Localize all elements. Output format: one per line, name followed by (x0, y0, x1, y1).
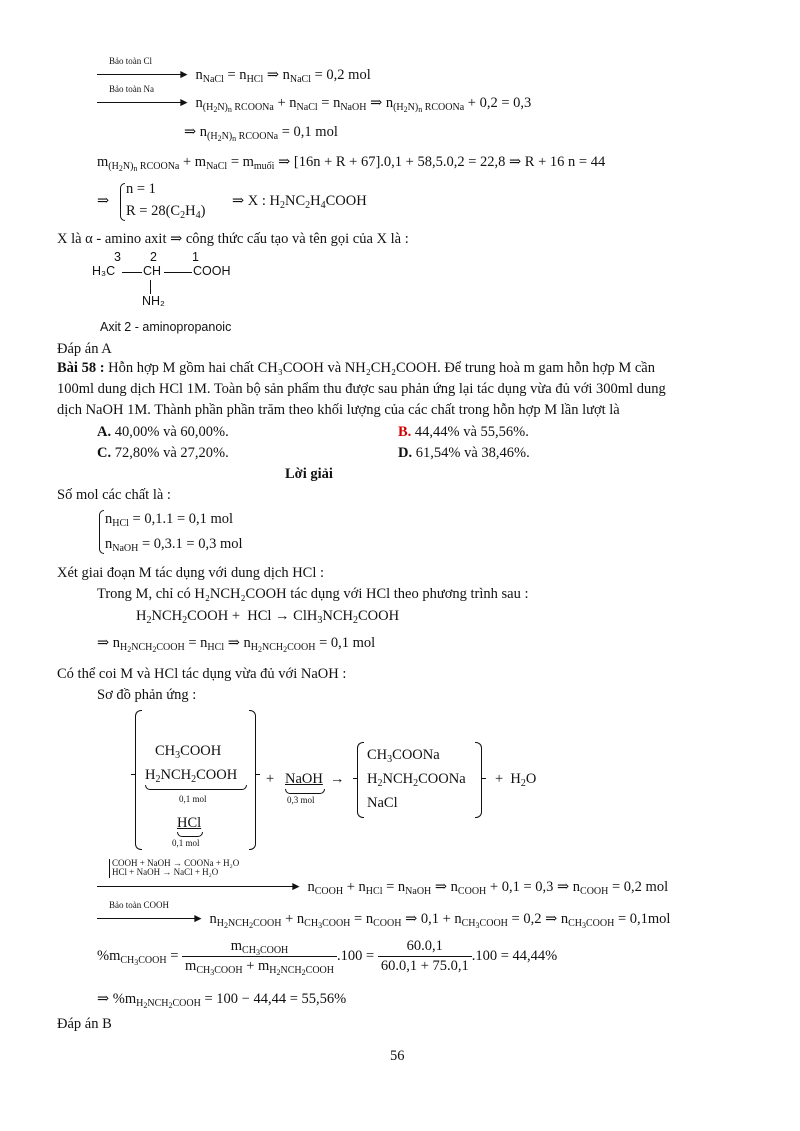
eq-percent-glycine: ⇒ $\%m_{H_2NCH_2COOH} = 100 - 44,44 = 55,56\%$ (97, 991, 347, 1010)
structure-formula: 3 2 1 H₃C CH COOH NH₂ (92, 250, 231, 308)
reactant-acetic-acid: $CH_3COOH$ (155, 743, 222, 761)
eq-percent-acetic: $\%m_{CH_3COOH}$ = $\frac{m_{CH_3COOH}}{m_{CH_3COOH} + m_{H_2NCH_2COOH}}$ .100 = $\frac{60.0,1}{60.0,1 + 75.0,1}$ .100 = 44,44% (97, 938, 558, 978)
product-water: + $H_2O$ (495, 771, 537, 789)
option-c[interactable]: C. 72,80% và 27,20%. (97, 445, 229, 461)
stage-hcl-detail: Trong M, chỉ có H₂NCH₂COOH tác dụng với HCl theo phương trình sau : (97, 586, 529, 602)
eq-n-hcl: $n_{HCl} = 0,1.1 = 0,1$ mol (105, 511, 234, 529)
problem-line-2: 100ml dung dịch HCl 1M. Toàn bộ sản phẩm thu được sau phản ứng lại tác dụng vừa đủ với 300ml dung (57, 381, 666, 397)
eq-glycine-hcl: $H_2NCH_2COOH$ + HCl → $ClH_3NCH_2COOH$ (136, 608, 400, 626)
reactant-glycine: $H_2NCH_2COOH$ (145, 767, 238, 785)
eq-amino-salt-mol: ⇒ $n_{(H_2N)_n RCOONa} = 0,1$ mol (184, 124, 338, 143)
scheme-label: Sơ đồ phản ứng : (97, 687, 197, 703)
eq-glycine-mol: ⇒ $n_{H_2NCH_2COOH} = n_{HCl}$ ⇒ $n_{H_2NCH_2COOH} = 0,1$ mol (97, 635, 376, 654)
arrow-conservation-cl: Bảo toàn Cl ► (97, 68, 190, 84)
product-sodium-acetate: $CH_3COONa$ (367, 747, 440, 765)
arrow-neutralization: COOH + NaOH → COONa + H₂O HCl + NaOH → NaCl + H₂O ► (97, 880, 302, 896)
product-sodium-glycinate: $H_2NCH_2COONa$ (367, 771, 466, 789)
eq-cooh-total: COOH + NaOH → COONa + H₂O HCl + NaOH → NaCl + H₂O ► $n_{COOH} + n_{HCl} = n_{NaOH}$ ⇒ $n_{COOH} + 0,1 = 0,3$ ⇒ $n_{COOH} = 0,2$ mol (97, 880, 668, 896)
eq-n-naoh: $n_{NaOH} = 0,3.1 = 0,3$ mol (105, 536, 243, 554)
implies-sign: ⇒ (97, 193, 110, 209)
ch-group: CH (143, 264, 162, 278)
eq-na-conservation: Bảo toàn Na ► $n_{(H_2N)_n RCOONa} + n_{NaCl} = n_{NaOH}$ ⇒ $n_{(H_2N)_n RCOONa} + 0,2 = 0,3$ (97, 96, 531, 112)
reaction-scheme (135, 708, 555, 853)
mol-intro: Số mol các chất là : (57, 487, 171, 503)
arrow-conservation-cooh: Bảo toàn COOH ► (97, 912, 204, 928)
product-nacl: NaCl (367, 795, 398, 811)
stage-hcl: Xét giai đoạn M tác dụng với dung dịch HCl : (57, 565, 325, 581)
option-d[interactable]: D. 61,54% và 38,46%. (398, 445, 530, 461)
option-b[interactable]: B. 44,44% và 55,56%. (398, 424, 529, 440)
hcl-mol: 0,1 mol (172, 838, 200, 848)
problem-line-1: Bài 58 : Hỗn hợp M gồm hai chất CH₃COOH và NH₂CH₂COOH. Để trung hoà m gam hỗn hợp M cần (57, 360, 655, 376)
assume-line: Có thể coi M và HCl tác dụng vừa đủ với NaOH : (57, 666, 347, 682)
option-a[interactable]: A. 40,00% và 60,00%. (97, 424, 229, 440)
glycine-mol: 0,1 mol (179, 794, 207, 804)
methyl-group: H₃C (92, 264, 116, 278)
eq-cl-conservation: Bảo toàn Cl ► $n_{NaCl} = n_{HCl}$ ⇒ $n_{NaCl} = 0,2$ mol (97, 68, 371, 84)
reaction-arrow: → (330, 771, 345, 787)
amino-group: NH₂ (142, 294, 165, 308)
arrow-conservation-na: Bảo toàn Na ► (97, 96, 190, 112)
naoh-mol: 0,3 mol (287, 795, 315, 805)
plus-sign-1: + (266, 771, 275, 787)
carboxyl-group: COOH (193, 264, 231, 278)
eq-cooh-conservation: Bảo toàn COOH ► $n_{H_2NCH_2COOH} + n_{CH_3COOH} = n_{COOH}$ ⇒ $0,1 + n_{CH_3COOH} = 0,2$ ⇒ $n_{CH_3COOH} = 0,1mol$ (97, 912, 670, 928)
compound-name: Axit 2 - aminopropanoic (100, 320, 232, 334)
problem-line-3: dịch NaOH 1M. Thành phần phần trăm theo khối lượng của các chất trong hỗn hợp M lần lượt là (57, 402, 620, 418)
eq-x-formula: ⇒ X : $H_2NC_2H_4COOH$ (232, 193, 367, 211)
solution-title: Lời giải (285, 466, 333, 482)
eq-mass-balance: $m_{(H_2N)_n RCOONa} + m_{NaCl} = m_{muối}$ ⇒ [16n + R + 67].0,1 + 58,5.0,2 = 22,8 ⇒ R + 16 n = 44 (97, 154, 606, 173)
eq-n-value: n = 1 (126, 181, 156, 197)
page-number: 56 (390, 1048, 405, 1064)
alpha-amino-line: X là α - amino axit ⇒ công thức cấu tạo và tên gọi của X là : (57, 231, 409, 247)
reactant-naoh: NaOH (285, 771, 323, 787)
eq-r-value: $R = 28(C_2H_4)$ (126, 203, 206, 221)
answer-b: Đáp án B (57, 1016, 112, 1032)
reactant-hcl: HCl (177, 815, 202, 831)
answer-a: Đáp án A (57, 341, 112, 357)
